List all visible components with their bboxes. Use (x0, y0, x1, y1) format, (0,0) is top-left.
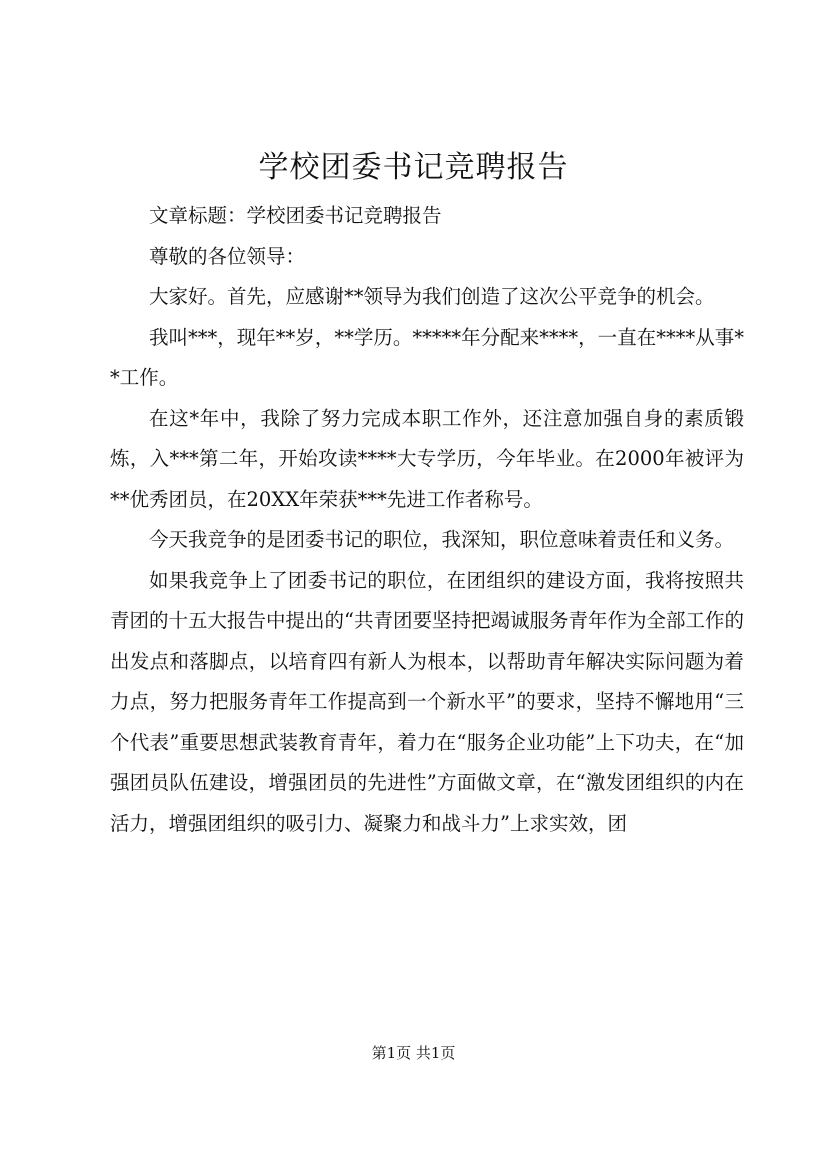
paragraph-position: 今天我竞争的是团委书记的职位，我深知，职位意味着责任和义务。 (149, 528, 735, 551)
paragraph-experience: 在这*年中，我除了努力完成本职工作外，还注意加强自身的素质锻炼，入***第二年，开始攻读****大专学历，今年毕业。在2000年被评为**优秀团员，在20XX年荣获***先进工作者称号。 (110, 406, 744, 511)
document-body (110, 196, 744, 844)
paragraph-article-title: 文章标题：学校团委书记竞聘报告 (149, 204, 442, 227)
paragraph-introduction: 我叫***，现年**岁，**学历。*****年分配来****，一直在****从事**工作。 (110, 325, 744, 389)
paragraph-plan: 如果我竞争上了团委书记的职位，在团组织的建设方面，我将按照共青团的十五大报告中提出的“共青团要坚持把竭诚服务青年作为全部工作的出发点和落脚点，以培育四有新人为根本，以帮助青年解决实际问题为着力点，努力把服务青年工作提高到一个新水平”的要求，坚持不懈地用“三个代表”重要思想武装教育青年，着力在“服务企业功能”上下功夫，在“加强团员队伍建设，增强团员的先进性”方面做文章，在“激发团组织的内在活力，增强团组织的吸引力、凝聚力和战斗力”上求实效，团 (110, 568, 744, 835)
page-number-footer: 第1页 共1页 (371, 1044, 456, 1062)
paragraph-salutation: 尊敬的各位领导： (149, 244, 306, 268)
document-title: 学校团委书记竞聘报告 (258, 150, 569, 185)
paragraph-greeting: 大家好。首先，应感谢**领导为我们创造了这次公平竞争的机会。 (149, 285, 715, 308)
